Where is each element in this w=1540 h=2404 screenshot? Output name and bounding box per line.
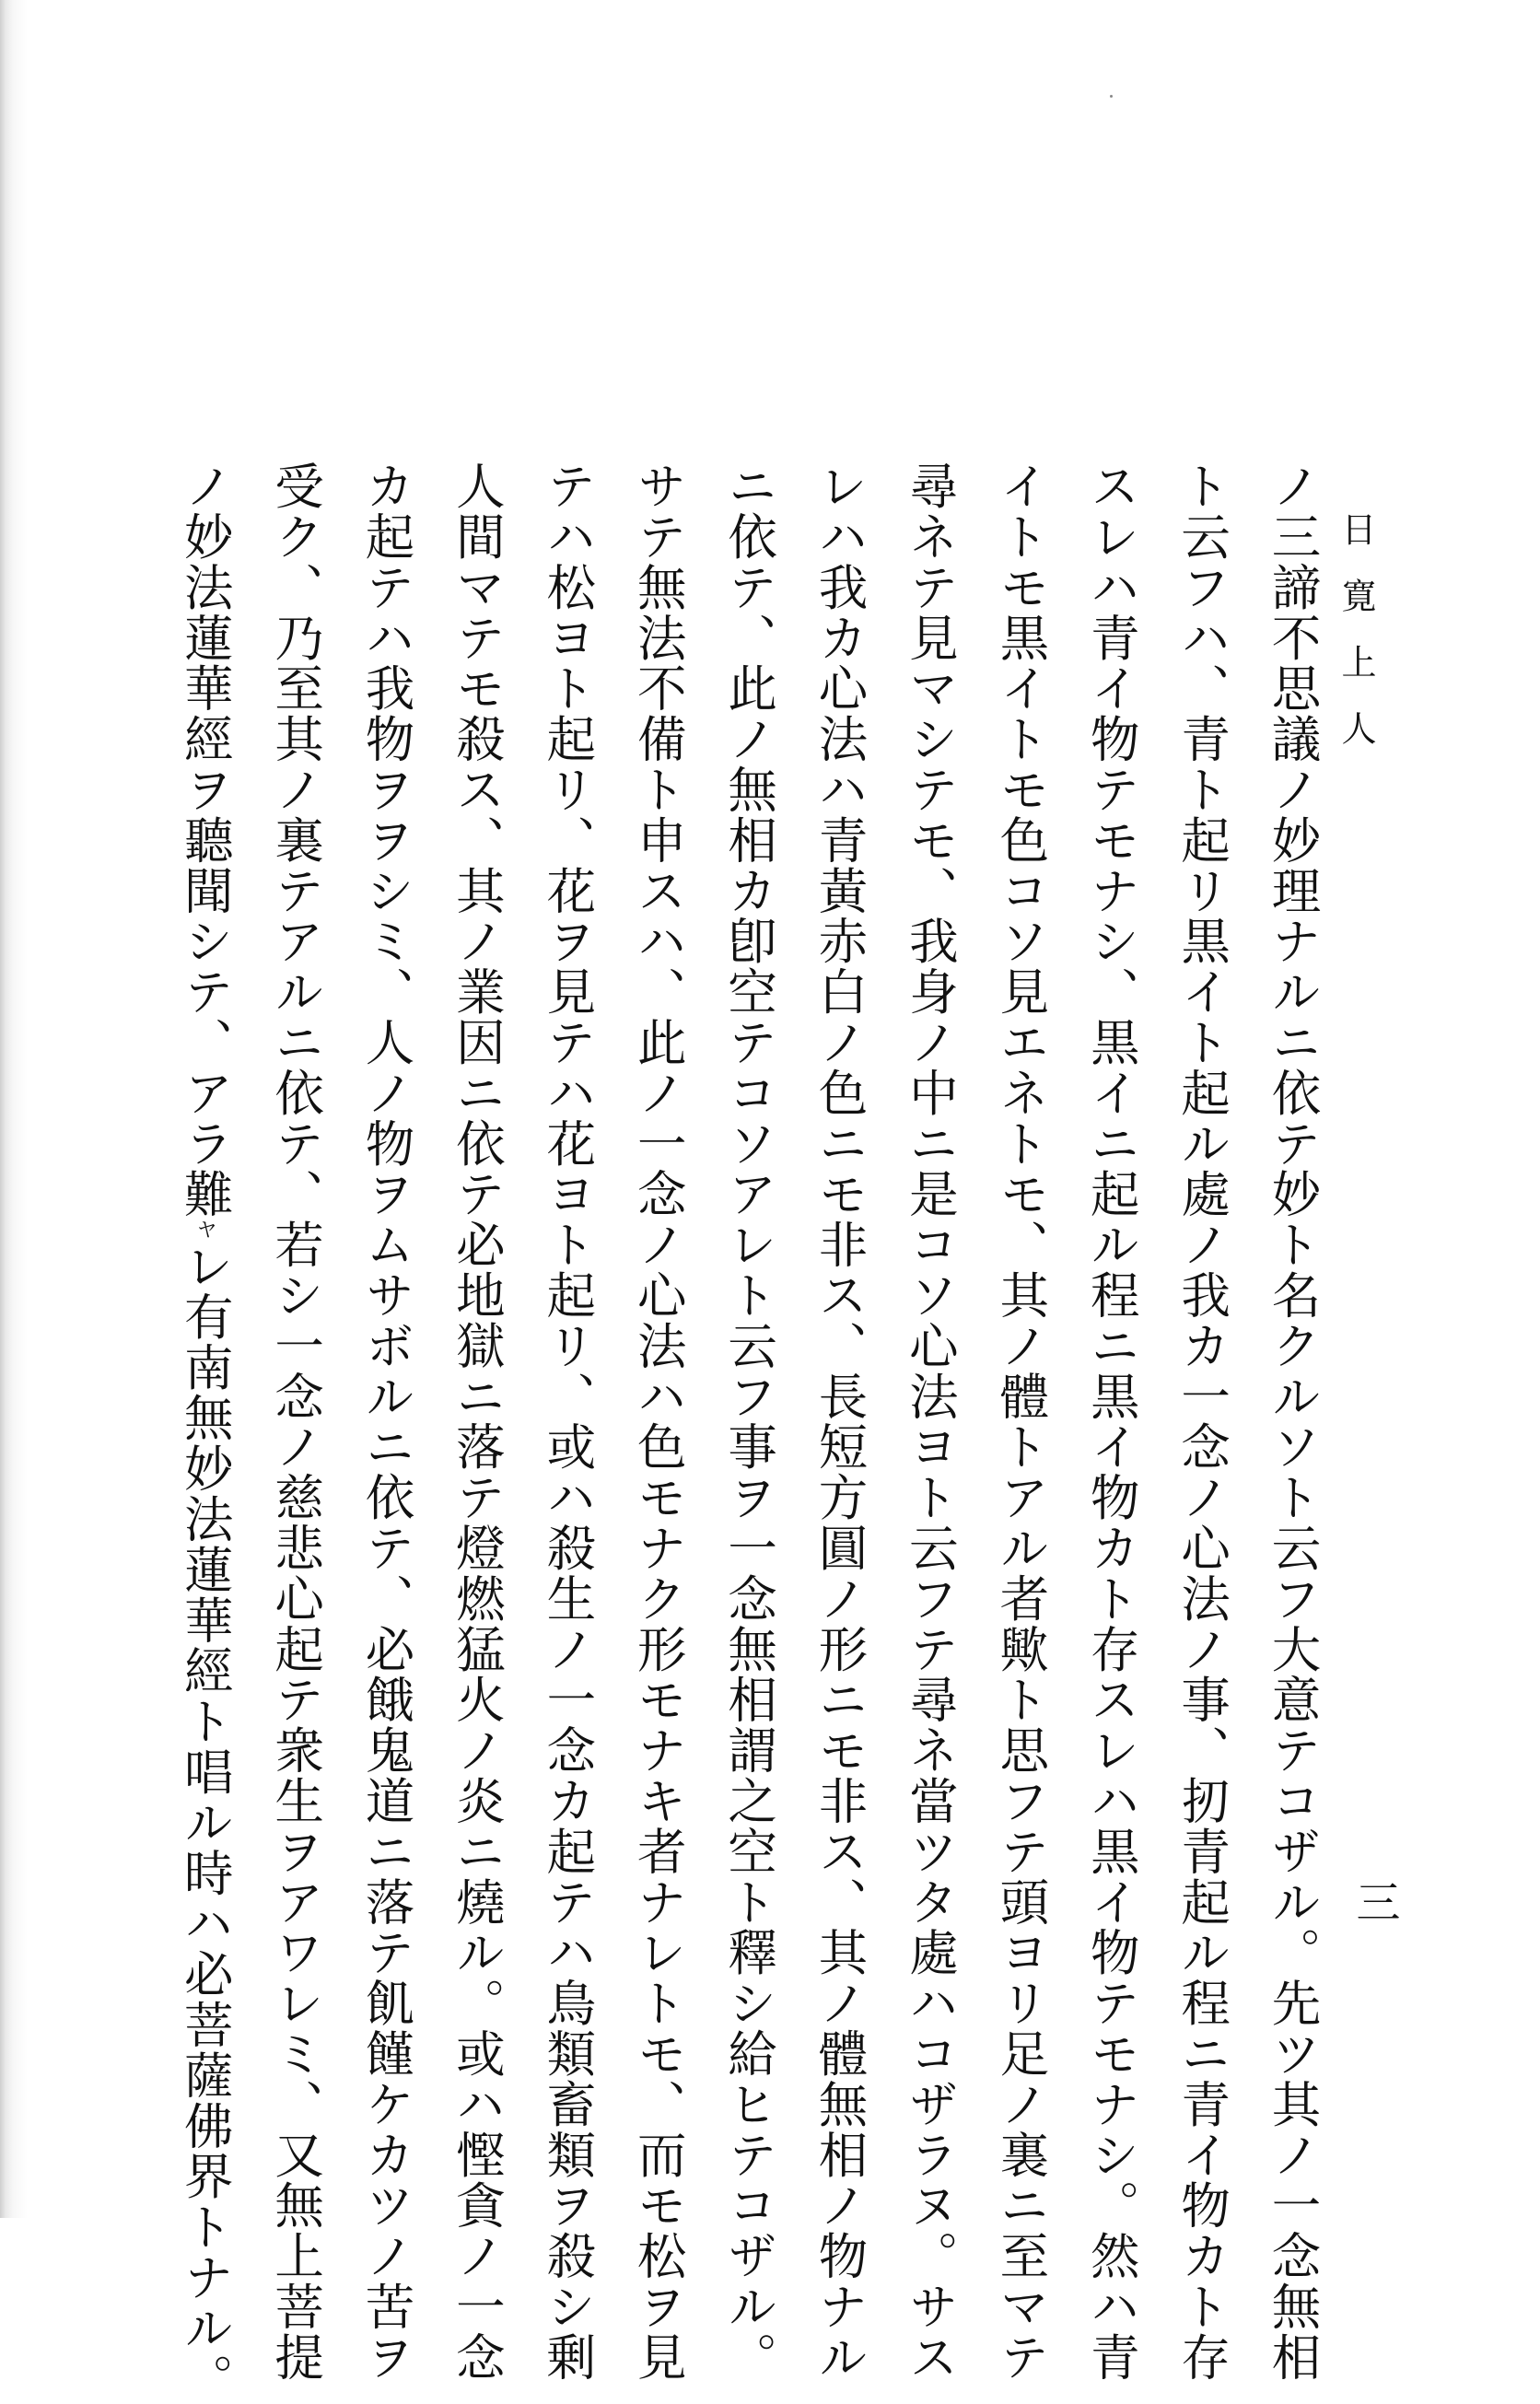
- body-text: [176, 461, 1322, 2404]
- running-header: 日寛上人: [1336, 511, 1376, 776]
- scan-speck: [1110, 95, 1113, 98]
- text-line-2: ト云フハ、青ト起リ黒イト起ル處ノ我カ一念ノ心法ノ事、扨青起ル程ニ青イ物カト存: [1172, 461, 1231, 2383]
- text-line-6: レハ我カ心法ハ青黃赤白ノ色ニモ非ス、長短方圓ノ形ニモ非ス、其ノ體無相ノ物ナル: [811, 461, 869, 2383]
- text-line-12: 受ク、乃至其ノ裏テアルニ依テ、若シ一念ノ慈悲心起テ衆生ヲアワレミ、又無上菩提: [266, 461, 325, 2383]
- ruby-reading: ヤ: [193, 1219, 217, 1241]
- text-line-11: カ起テハ我物ヲヲシミ、人ノ物ヲムサボルニ依テ、必餓鬼道ニ落テ飢饉ケカツノ苦ヲ: [357, 461, 415, 2383]
- text-line-1: ノ三諦不思議ノ妙理ナルニ依テ妙ト名クルソト云フ大意テコザル。先ツ其ノ一念無相: [1264, 461, 1322, 2383]
- text-line-7: ニ依テ、此ノ無相カ卽空テコソアレト云フ事ヲ一念無相謂之空ト釋シ給ヒテコザル。: [719, 461, 778, 2383]
- text-line-3: スレハ青イ物テモナシ、黒イニ起ル程ニ黒イ物カト存スレハ黒イ物テモナシ。然ハ青: [1082, 461, 1141, 2383]
- text-line-9: テハ松ヨト起リ、花ヲ見テハ花ヨト起リ、或ハ殺生ノ一念カ起テハ鳥類畜類ヲ殺シ剰: [538, 461, 597, 2383]
- text-line-8: サテ無法不備ト申スハ、此ノ一念ノ心法ハ色モナク形モナキ者ナレトモ、而モ松ヲ見: [629, 461, 688, 2383]
- text-line-13: ノ妙法蓮華經ヲ聽聞シテ、アラ難ヤレ有南無妙法蓮華經ト唱ル時ハ必菩薩佛界トナル。: [176, 461, 235, 2404]
- text-line-5: 尋ネテ見マシテモ、我身ノ中ニ是コソ心法ヨト云フテ尋ネ當ツタ處ハコザラヌ。サス: [901, 461, 960, 2383]
- text-line-4: イトモ黒イトモ色コソ見エネトモ、其ノ體トアル者歟ト思フテ頭ヨリ足ノ裏ニ至マテ: [991, 461, 1050, 2383]
- scan-edge: [0, 0, 28, 2218]
- text-line-10: 人間マテモ殺ス、其ノ業因ニ依テ必地獄ニ落テ燈燃猛火ノ炎ニ燒ル。或ハ慳貪ノ一念: [448, 461, 507, 2383]
- page-number: 三: [1348, 1879, 1400, 1923]
